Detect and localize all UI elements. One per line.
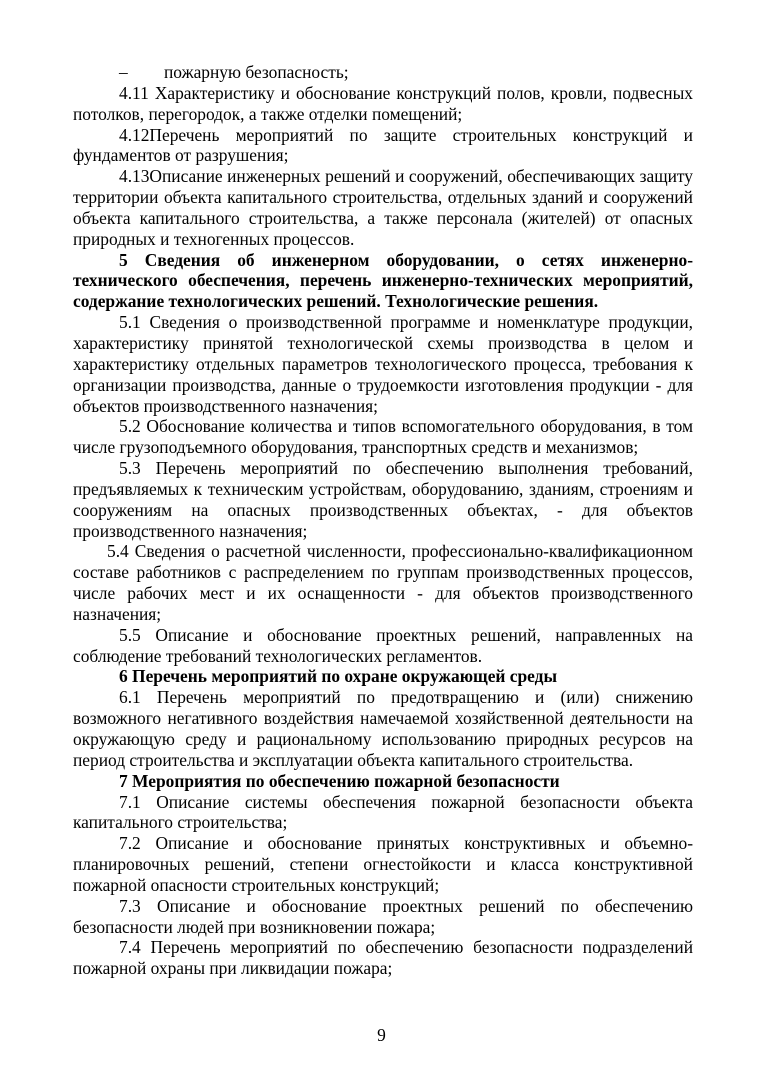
section-7-heading: 7 Мероприятия по обеспечению пожарной безопасности: [119, 770, 560, 791]
page-number: 9: [377, 1025, 386, 1045]
paragraph-6-1: 6.1 Перечень мероприятий по предотвращению и (или) снижению возможного негативного воздействия намечаемой хозяйственной деятельности на окружающую среду и рациональному использованию природных ресурсов на период строительства и эксплуатации объекта капитального строительства.: [73, 687, 693, 770]
paragraph-4-12: 4.12Перечень мероприятий по защите строительных конструкций и фундаментов от разрушения;: [73, 124, 693, 166]
dash-item-text: пожарную безопасность;: [164, 62, 349, 82]
paragraph-4-11: 4.11 Характеристику и обоснование конструкций полов, кровли, подвесных потолков, перегородок, а также отделки помещений;: [73, 82, 693, 124]
section-6-heading: 6 Перечень мероприятий по охране окружающей среды: [119, 666, 558, 687]
paragraph-5-1: 5.1 Сведения о производственной программе и номенклатуре продукции, характеристику принятой технологической схемы производства в целом и характеристику отдельных параметров технологического процесса, требования к организации производства, данные о трудоемкости изготовления продукции - для объектов производственного назначения;: [73, 312, 693, 416]
paragraph-4-13: 4.13Описание инженерных решений и сооружений, обеспечивающих защиту территории объекта капитального строительства, отдельных зданий и сооружений объекта капитального строительства, а также персонала (жителей) от опасных природных и техногенных процессов.: [73, 166, 693, 249]
paragraph-7-2: 7.2 Описание и обоснование принятых конструктивных и объемно-планировочных решений, степени огнестойкости и класса конструктивной пожарной опасности строительных конструкций;: [73, 833, 693, 895]
paragraph-5-4: 5.4 Сведения о расчетной численности, профессионально-квалификационном составе работников с распределением по группам производственных процессов, числе рабочих мест и их оснащенности - для объектов производственного назначения;: [73, 541, 693, 624]
paragraph-7-4: 7.4 Перечень мероприятий по обеспечению безопасности подразделений пожарной охраны при ликвидации пожара;: [73, 937, 693, 979]
paragraph-5-5: 5.5 Описание и обоснование проектных решений, направленных на соблюдение требований технологических регламентов.: [73, 624, 693, 666]
dash-marker: –: [119, 62, 128, 82]
dash-list-item: [73, 62, 693, 83]
paragraph-5-2: 5.2 Обоснование количества и типов вспомогательного оборудования, в том числе грузоподъемного оборудования, транспортных средств и механизмов;: [73, 416, 693, 458]
paragraph-7-3: 7.3 Описание и обоснование проектных решений по обеспечению безопасности людей при возникновении пожара;: [73, 895, 693, 937]
document-page: [73, 62, 693, 979]
paragraph-5-3: 5.3 Перечень мероприятий по обеспечению выполнения требований, предъявляемых к техническим устройствам, оборудованию, зданиям, строениям и сооружениям на опасных производственных объектах, - для объектов производственного назначения;: [73, 458, 693, 541]
section-5-heading: 5 Сведения об инженерном оборудовании, о сетях инженерно-технического обеспечения, перечень инженерно-технических мероприятий, содержание технологических решений. Технологические решения.: [73, 249, 693, 312]
paragraph-7-1: 7.1 Описание системы обеспечения пожарной безопасности объекта капитального строительства;: [73, 791, 693, 833]
